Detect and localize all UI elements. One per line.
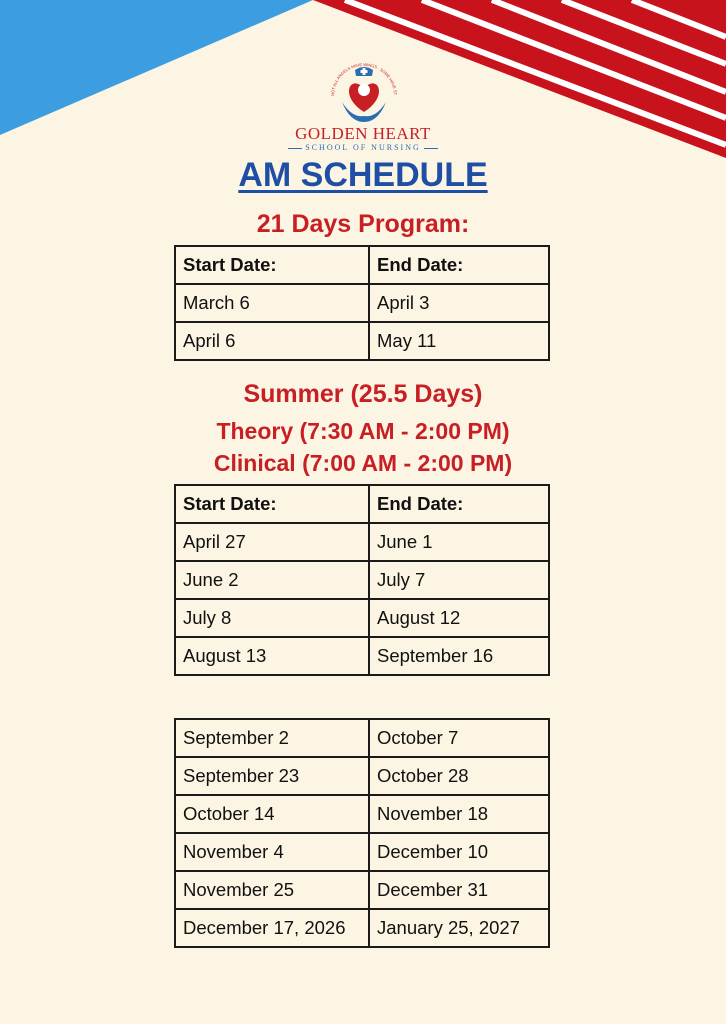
end-date-cell: September 16	[369, 637, 549, 675]
start-date-cell: April 6	[175, 322, 369, 360]
start-date-cell: October 14	[175, 795, 369, 833]
table-row	[175, 599, 549, 637]
end-date-cell: January 25, 2027	[369, 909, 549, 947]
start-date-cell: April 27	[175, 523, 369, 561]
end-date-cell: June 1	[369, 523, 549, 561]
table-row	[175, 322, 549, 360]
summer-table	[174, 484, 550, 676]
program-21-table	[174, 245, 550, 361]
start-date-cell: March 6	[175, 284, 369, 322]
start-date-cell: November 4	[175, 833, 369, 871]
end-date-cell: April 3	[369, 284, 549, 322]
table-row	[175, 523, 549, 561]
page-title: AM SCHEDULE	[238, 156, 488, 194]
table-row	[175, 833, 549, 871]
start-date-cell: September 23	[175, 757, 369, 795]
fall-table	[174, 718, 550, 948]
end-date-cell: October 7	[369, 719, 549, 757]
table-row	[175, 795, 549, 833]
school-subtitle: SCHOOL OF NURSING	[0, 143, 726, 152]
program-21-heading: 21 Days Program:	[256, 210, 470, 238]
school-logo	[322, 56, 406, 128]
table-row	[175, 284, 549, 322]
table-row	[175, 757, 549, 795]
start-date-cell: August 13	[175, 637, 369, 675]
end-date-cell: August 12	[369, 599, 549, 637]
table-row	[175, 909, 549, 947]
end-date-cell: July 7	[369, 561, 549, 599]
end-date-cell: May 11	[369, 322, 549, 360]
table-row	[175, 561, 549, 599]
table-header-row	[175, 485, 549, 523]
summer-heading: Summer (25.5 Days)	[243, 380, 483, 408]
table-row	[175, 637, 549, 675]
end-date-cell: December 31	[369, 871, 549, 909]
theory-hours: Theory (7:30 AM - 2:00 PM)	[216, 418, 510, 444]
logo-arc-text: NOT ALL ANGELS HAVE WINGS · SOME HAVE ST	[329, 61, 399, 97]
start-date-cell: July 8	[175, 599, 369, 637]
start-date-header: Start Date:	[175, 485, 369, 523]
blue-corner-shape	[0, 0, 313, 135]
end-date-header: End Date:	[369, 246, 549, 284]
start-date-cell: November 25	[175, 871, 369, 909]
clinical-hours: Clinical (7:00 AM - 2:00 PM)	[213, 450, 513, 476]
start-date-header: Start Date:	[175, 246, 369, 284]
table-row	[175, 871, 549, 909]
start-date-cell: June 2	[175, 561, 369, 599]
table-row	[175, 719, 549, 757]
end-date-header: End Date:	[369, 485, 549, 523]
school-name: GOLDEN HEART	[295, 124, 431, 143]
end-date-cell: December 10	[369, 833, 549, 871]
start-date-cell: December 17, 2026	[175, 909, 369, 947]
end-date-cell: October 28	[369, 757, 549, 795]
start-date-cell: September 2	[175, 719, 369, 757]
end-date-cell: November 18	[369, 795, 549, 833]
table-header-row	[175, 246, 549, 284]
